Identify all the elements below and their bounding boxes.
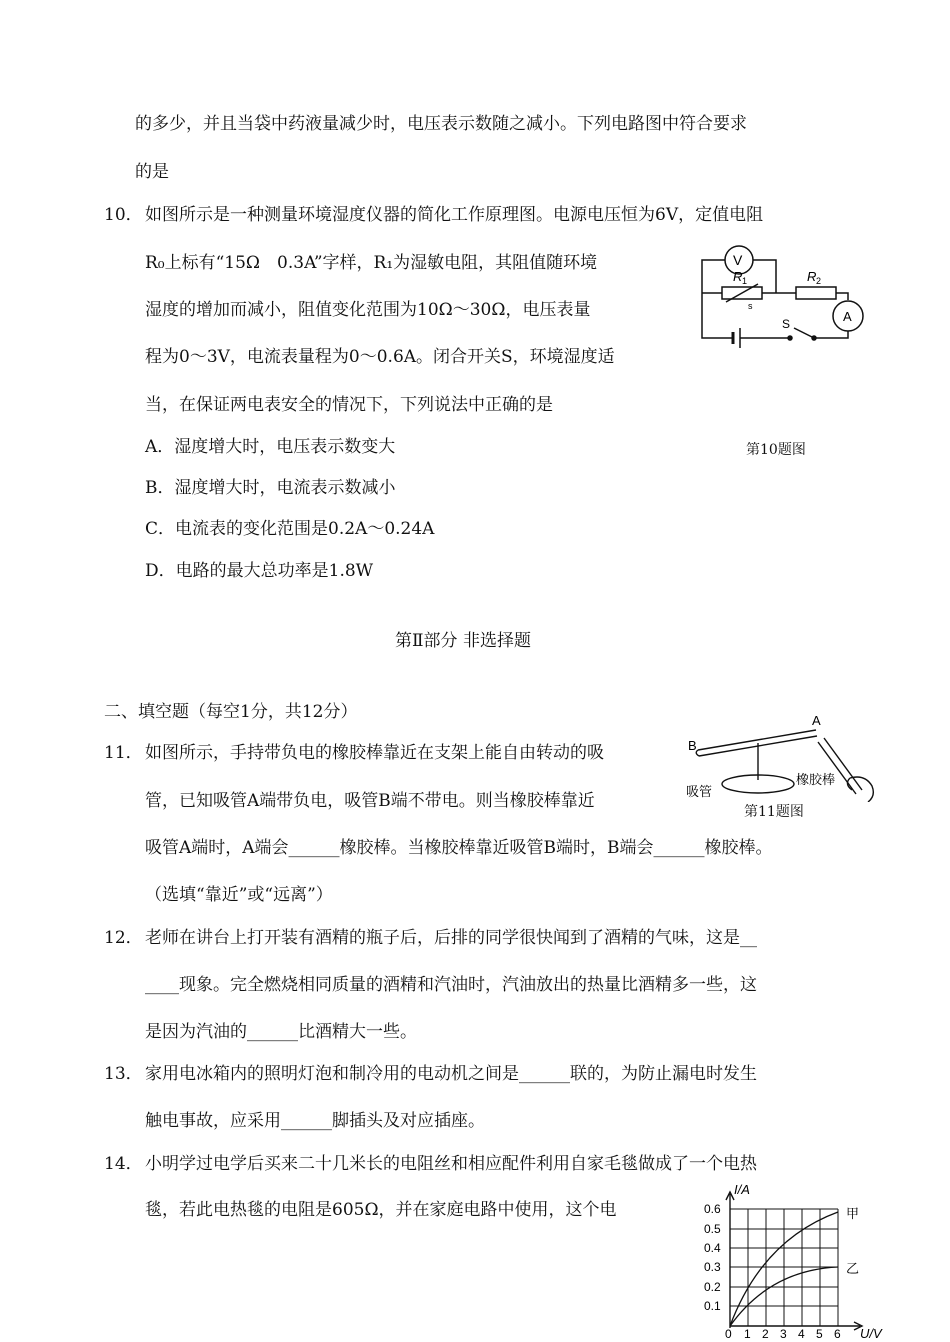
q10-option-b[interactable]: B．湿度增大时，电流表示数减小 bbox=[145, 478, 396, 498]
q11-number: 11． bbox=[104, 743, 143, 763]
r2-label: R bbox=[807, 269, 817, 284]
q14-line1: 小明学过电学后买来二十几米长的电阻丝和相应配件利用自家毛毯做成了一个电热 bbox=[145, 1154, 757, 1174]
r1-subscript: 1 bbox=[742, 276, 748, 286]
xtick-4: 4 bbox=[798, 1327, 805, 1340]
q10-stem-line5: 当，在保证两电表安全的情况下，下列说法中正确的是 bbox=[145, 395, 553, 415]
r2-subscript: 2 bbox=[816, 276, 822, 286]
q10-option-c[interactable]: C．电流表的变化范围是0.2A～0.24A bbox=[145, 519, 435, 539]
q10-number: 10． bbox=[104, 205, 143, 225]
q11-line4: （选填“靠近”或“远离”） bbox=[145, 885, 333, 905]
r1-s-mark: s bbox=[748, 301, 753, 311]
ytick-0.2: 0.2 bbox=[704, 1280, 721, 1294]
q13-line1: 家用电冰箱内的照明灯泡和制冷用的电动机之间是______联的，为防止漏电时发生 bbox=[145, 1064, 757, 1084]
q11-figure-caption: 第11题图 bbox=[744, 804, 804, 820]
q11-line3: 吸管A端时，A端会______橡胶棒。当橡胶棒靠近吸管B端时，B端会______橡胶棒。 bbox=[145, 838, 773, 858]
ytick-0.6: 0.6 bbox=[704, 1202, 721, 1216]
straw-end-b-label: B bbox=[688, 738, 697, 753]
q10-stem-line4: 程为0～3V，电流表量程为0～0.6A。闭合开关S，环境湿度适 bbox=[145, 347, 615, 367]
q10-stem-line1: 如图所示是一种测量环境湿度仪器的简化工作原理图。电源电压恒为6V，定值电阻 bbox=[145, 205, 764, 225]
q11-line2: 管，已知吸管A端带负电，吸管B端不带电。则当橡胶棒靠近 bbox=[145, 791, 595, 811]
curve-label-jia: 甲 bbox=[846, 1206, 860, 1221]
graph-xlabel: U/V bbox=[860, 1326, 882, 1340]
switch-label: S bbox=[782, 317, 791, 331]
rubber-rod-label: 橡胶棒 bbox=[796, 772, 836, 787]
q9-text-line2: 的是 bbox=[135, 162, 169, 182]
r1-label: R bbox=[733, 269, 743, 284]
part2-heading: 二、填空题（每空1分，共12分） bbox=[104, 702, 358, 722]
q11-line1: 如图所示，手持带负电的橡胶棒靠近在支架上能自由转动的吸 bbox=[145, 743, 604, 763]
q9-text-line1: 的多少，并且当袋中药液量减少时，电压表示数随之减小。下列电路图中符合要求 bbox=[135, 114, 747, 134]
q12-line2: ____现象。完全燃烧相同质量的酒精和汽油时，汽油放出的热量比酒精多一些，这 bbox=[145, 975, 757, 995]
curve-label-yi: 乙 bbox=[846, 1261, 860, 1276]
straw-label: 吸管 bbox=[686, 784, 713, 799]
q12-number: 12． bbox=[104, 928, 143, 948]
ytick-0.1: 0.1 bbox=[704, 1299, 721, 1313]
q10-option-a[interactable]: A．湿度增大时，电压表示数变大 bbox=[145, 437, 396, 457]
xtick-6: 6 bbox=[834, 1327, 841, 1340]
q12-line3: 是因为汽油的______比酒精大一些。 bbox=[145, 1022, 417, 1042]
q10-circuit-figure bbox=[690, 236, 880, 356]
ytick-0.5: 0.5 bbox=[704, 1222, 721, 1236]
straw-end-a-label: A bbox=[812, 713, 821, 728]
q14-line2: 毯，若此电热毯的电阻是605Ω，并在家庭电路中使用，这个电 bbox=[145, 1200, 617, 1220]
xtick-0: 0 bbox=[725, 1327, 732, 1340]
graph-ylabel: I/A bbox=[734, 1182, 750, 1197]
ammeter-label: A bbox=[843, 309, 852, 324]
q14-number: 14． bbox=[104, 1154, 143, 1174]
xtick-5: 5 bbox=[816, 1327, 823, 1340]
ytick-0.4: 0.4 bbox=[704, 1241, 721, 1255]
q10-stem-line2: R₀上标有“15Ω 0.3A”字样，R₁为湿敏电阻，其阻值随环境 bbox=[145, 253, 598, 273]
q13-line2: 触电事故，应采用______脚插头及对应插座。 bbox=[145, 1111, 485, 1131]
ytick-0.3: 0.3 bbox=[704, 1260, 721, 1274]
xtick-1: 1 bbox=[744, 1327, 751, 1340]
voltmeter-label: V bbox=[733, 252, 743, 268]
q11-straw-figure bbox=[680, 712, 880, 802]
q10-figure-caption: 第10题图 bbox=[746, 442, 806, 458]
xtick-2: 2 bbox=[762, 1327, 769, 1340]
q12-line1: 老师在讲台上打开装有酒精的瓶子后，后排的同学很快闻到了酒精的气味，这是__ bbox=[145, 928, 757, 948]
section-title: 第Ⅱ部分 非选择题 bbox=[395, 631, 531, 651]
xtick-3: 3 bbox=[780, 1327, 787, 1340]
q10-option-d[interactable]: D．电路的最大总功率是1.8W bbox=[145, 561, 374, 581]
q10-stem-line3: 湿度的增加而减小，阻值变化范围为10Ω～30Ω，电压表量 bbox=[145, 300, 591, 320]
q14-iu-graph bbox=[700, 1180, 890, 1340]
q13-number: 13． bbox=[104, 1064, 143, 1084]
